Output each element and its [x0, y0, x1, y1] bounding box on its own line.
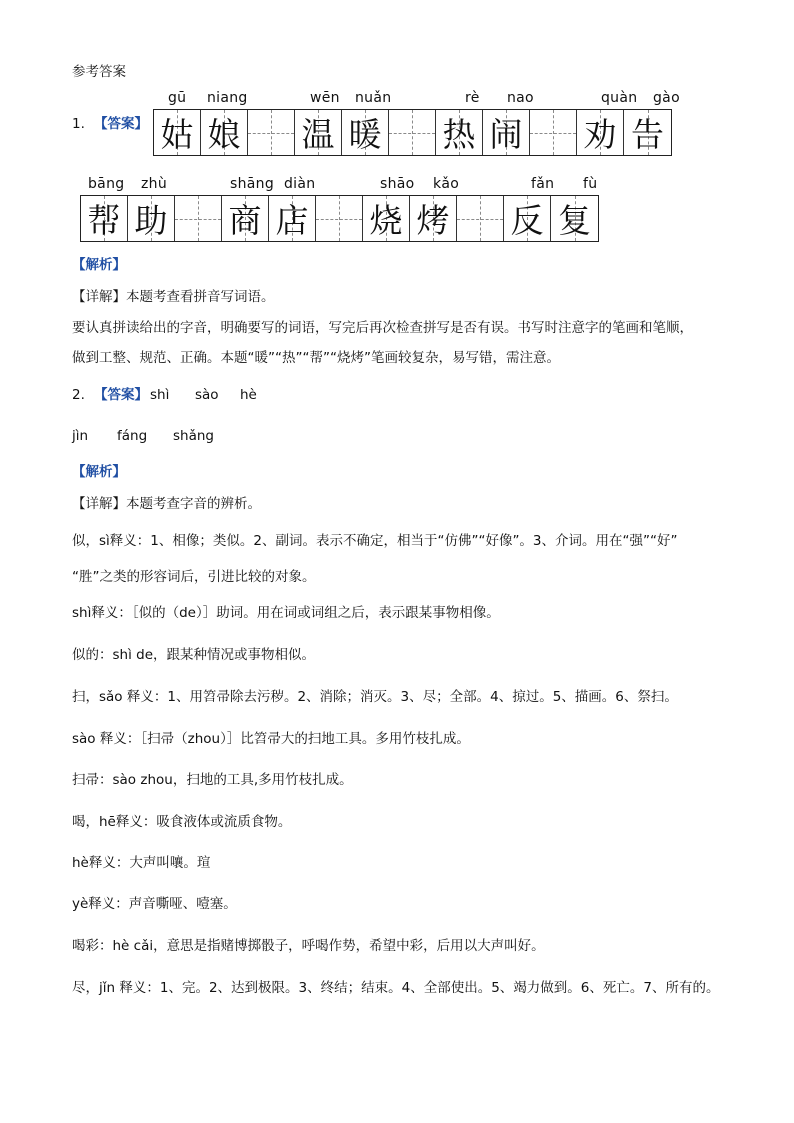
answer-char: 商 — [228, 201, 262, 240]
pinyin-dian: diàn — [284, 176, 316, 192]
q2-line-si-2: “胜”之类的形容词后，引进比较的对象。 — [72, 569, 316, 585]
answer-char: 暖 — [348, 115, 382, 154]
pinyin-gao: gào — [653, 90, 680, 106]
q2-answer-jin: jìn — [72, 428, 89, 444]
q1-paragraph-2: 做到工整、规范、正确。本题“暖”“热”“帮”“烧烤”笔画较复杂，易写错，需注意。 — [72, 350, 560, 366]
q2-answer-he: hè — [240, 387, 257, 403]
pinyin-nuan: nuǎn — [355, 90, 392, 106]
answer-char: 告 — [631, 115, 664, 154]
answer-char: 帮 — [87, 201, 121, 240]
q2-detail-label: 【详解】 — [72, 496, 126, 512]
grid-cell-empty — [457, 196, 504, 241]
grid-cell — [436, 110, 483, 155]
grid-cell — [577, 110, 624, 155]
grid-cell — [81, 196, 128, 241]
q2-line-sao3: 扫，sǎo 释义：1、用笤帚除去污秽。2、消除；消灭。3、尽；全部。4、掠过。5、描画。6、祭扫。 — [72, 689, 678, 705]
grid-cell-empty — [530, 110, 577, 155]
grid-cell — [154, 110, 201, 155]
page-heading: 参考答案 — [72, 64, 126, 80]
answer-char: 店 — [275, 201, 309, 240]
pinyin-re: rè — [465, 90, 480, 106]
answer-char: 复 — [558, 201, 591, 240]
q2-analysis-label: 【解析】 — [72, 464, 126, 480]
q2-line-sao4: sào 释义：［扫帚（zhou）］比笤帚大的扫地工具。多用竹枝扎成。 — [72, 731, 470, 747]
grid-cell — [128, 196, 175, 241]
grid-cell — [624, 110, 671, 155]
grid-cell — [269, 196, 316, 241]
q1-detail-label: 【详解】 — [72, 289, 126, 305]
q2-line-he4: hè释义：大声叫嚷。瑄 — [72, 855, 211, 871]
q1-analysis-label: 【解析】 — [72, 257, 126, 273]
q2-number: 2. — [72, 387, 85, 403]
grid-cell — [483, 110, 530, 155]
grid-cell — [363, 196, 410, 241]
q2-answer-sao: sào — [195, 387, 219, 403]
q2-answer-label: 【答案】 — [94, 387, 148, 403]
pinyin-kao: kǎo — [433, 176, 460, 192]
q1-detail-text: 本题考查看拼音写词语。 — [126, 289, 275, 305]
grid-cell — [222, 196, 269, 241]
grid-cell-empty — [248, 110, 295, 155]
answer-char: 温 — [301, 115, 335, 154]
pinyin-niang: niang — [207, 90, 248, 106]
q2-line-saozhou: 扫帚：sào zhou，扫地的工具,多用竹枝扎成。 — [72, 772, 353, 788]
q2-detail — [72, 496, 261, 512]
q2-line-he1: 喝，hē释义：吸食液体或流质食物。 — [72, 814, 292, 830]
q2-line-ye: yè释义：声音嘶哑、噎塞。 — [72, 896, 237, 912]
q2-line-shi: shì释义：［似的（de）］助词。用在词或词组之后，表示跟某事物相像。 — [72, 605, 500, 621]
pinyin-nao: nao — [507, 90, 534, 106]
grid-cell — [342, 110, 389, 155]
q1-number: 1. — [72, 116, 85, 132]
pinyin-wen: wēn — [310, 90, 340, 106]
grid-cell — [201, 110, 248, 155]
pinyin-fan: fǎn — [531, 176, 555, 192]
pinyin-shang: shāng — [230, 176, 275, 192]
q2-line-hecai: 喝彩：hè cǎi，意思是指赌博掷骰子，呼喝作势，希望中彩，后用以大声叫好。 — [72, 938, 545, 954]
pinyin-gu: gū — [168, 90, 187, 106]
grid-cell — [295, 110, 342, 155]
q2-answer-shang: shǎng — [173, 428, 214, 444]
answer-char: 烧 — [369, 201, 403, 240]
q2-detail-text: 本题考查字音的辨析。 — [126, 496, 261, 512]
pinyin-fu: fù — [583, 176, 598, 192]
pinyin-quan: quàn — [601, 90, 638, 106]
grid-cell-empty — [316, 196, 363, 241]
q1-answer-label: 【答案】 — [94, 116, 148, 132]
pinyin-zhu: zhù — [141, 176, 167, 192]
pinyin-shao: shāo — [380, 176, 415, 192]
answer-char: 热 — [442, 115, 476, 154]
grid-cell-empty — [389, 110, 436, 155]
grid-cell — [504, 196, 551, 241]
q1-detail — [72, 289, 275, 305]
answer-char: 姑 — [160, 115, 194, 154]
pinyin-bang: bāng — [88, 176, 125, 192]
grid-cell-empty — [175, 196, 222, 241]
answer-char: 反 — [510, 201, 544, 240]
answer-char: 劝 — [583, 115, 617, 154]
writing-grid-row-1 — [153, 109, 672, 156]
answer-char: 烤 — [416, 201, 450, 240]
q1-paragraph-1: 要认真拼读给出的字音，明确要写的词语，写完后再次检查拼写是否有误。书写时注意字的笔画和笔顺， — [72, 320, 693, 336]
q2-answer-shi: shì — [150, 387, 170, 403]
q2-line-jin: 尽，jǐn 释义：1、完。2、达到极限。3、终结；结束。4、全部使出。5、竭力做到。6、死亡。7、所有的。 — [72, 980, 720, 996]
writing-grid-row-2 — [80, 195, 599, 242]
grid-cell — [551, 196, 598, 241]
q2-answer-fang: fáng — [117, 428, 148, 444]
q2-line-side: 似的：shì de，跟某种情况或事物相似。 — [72, 647, 316, 663]
answer-char: 助 — [134, 201, 168, 240]
answer-char: 娘 — [207, 115, 241, 154]
q2-line-si-1: 似，sì释义：1、相像；类似。2、副词。表示不确定，相当于“仿佛”“好像”。3、介词。用在“强”“好” — [72, 533, 678, 549]
answer-char: 闹 — [489, 115, 523, 154]
grid-cell — [410, 196, 457, 241]
